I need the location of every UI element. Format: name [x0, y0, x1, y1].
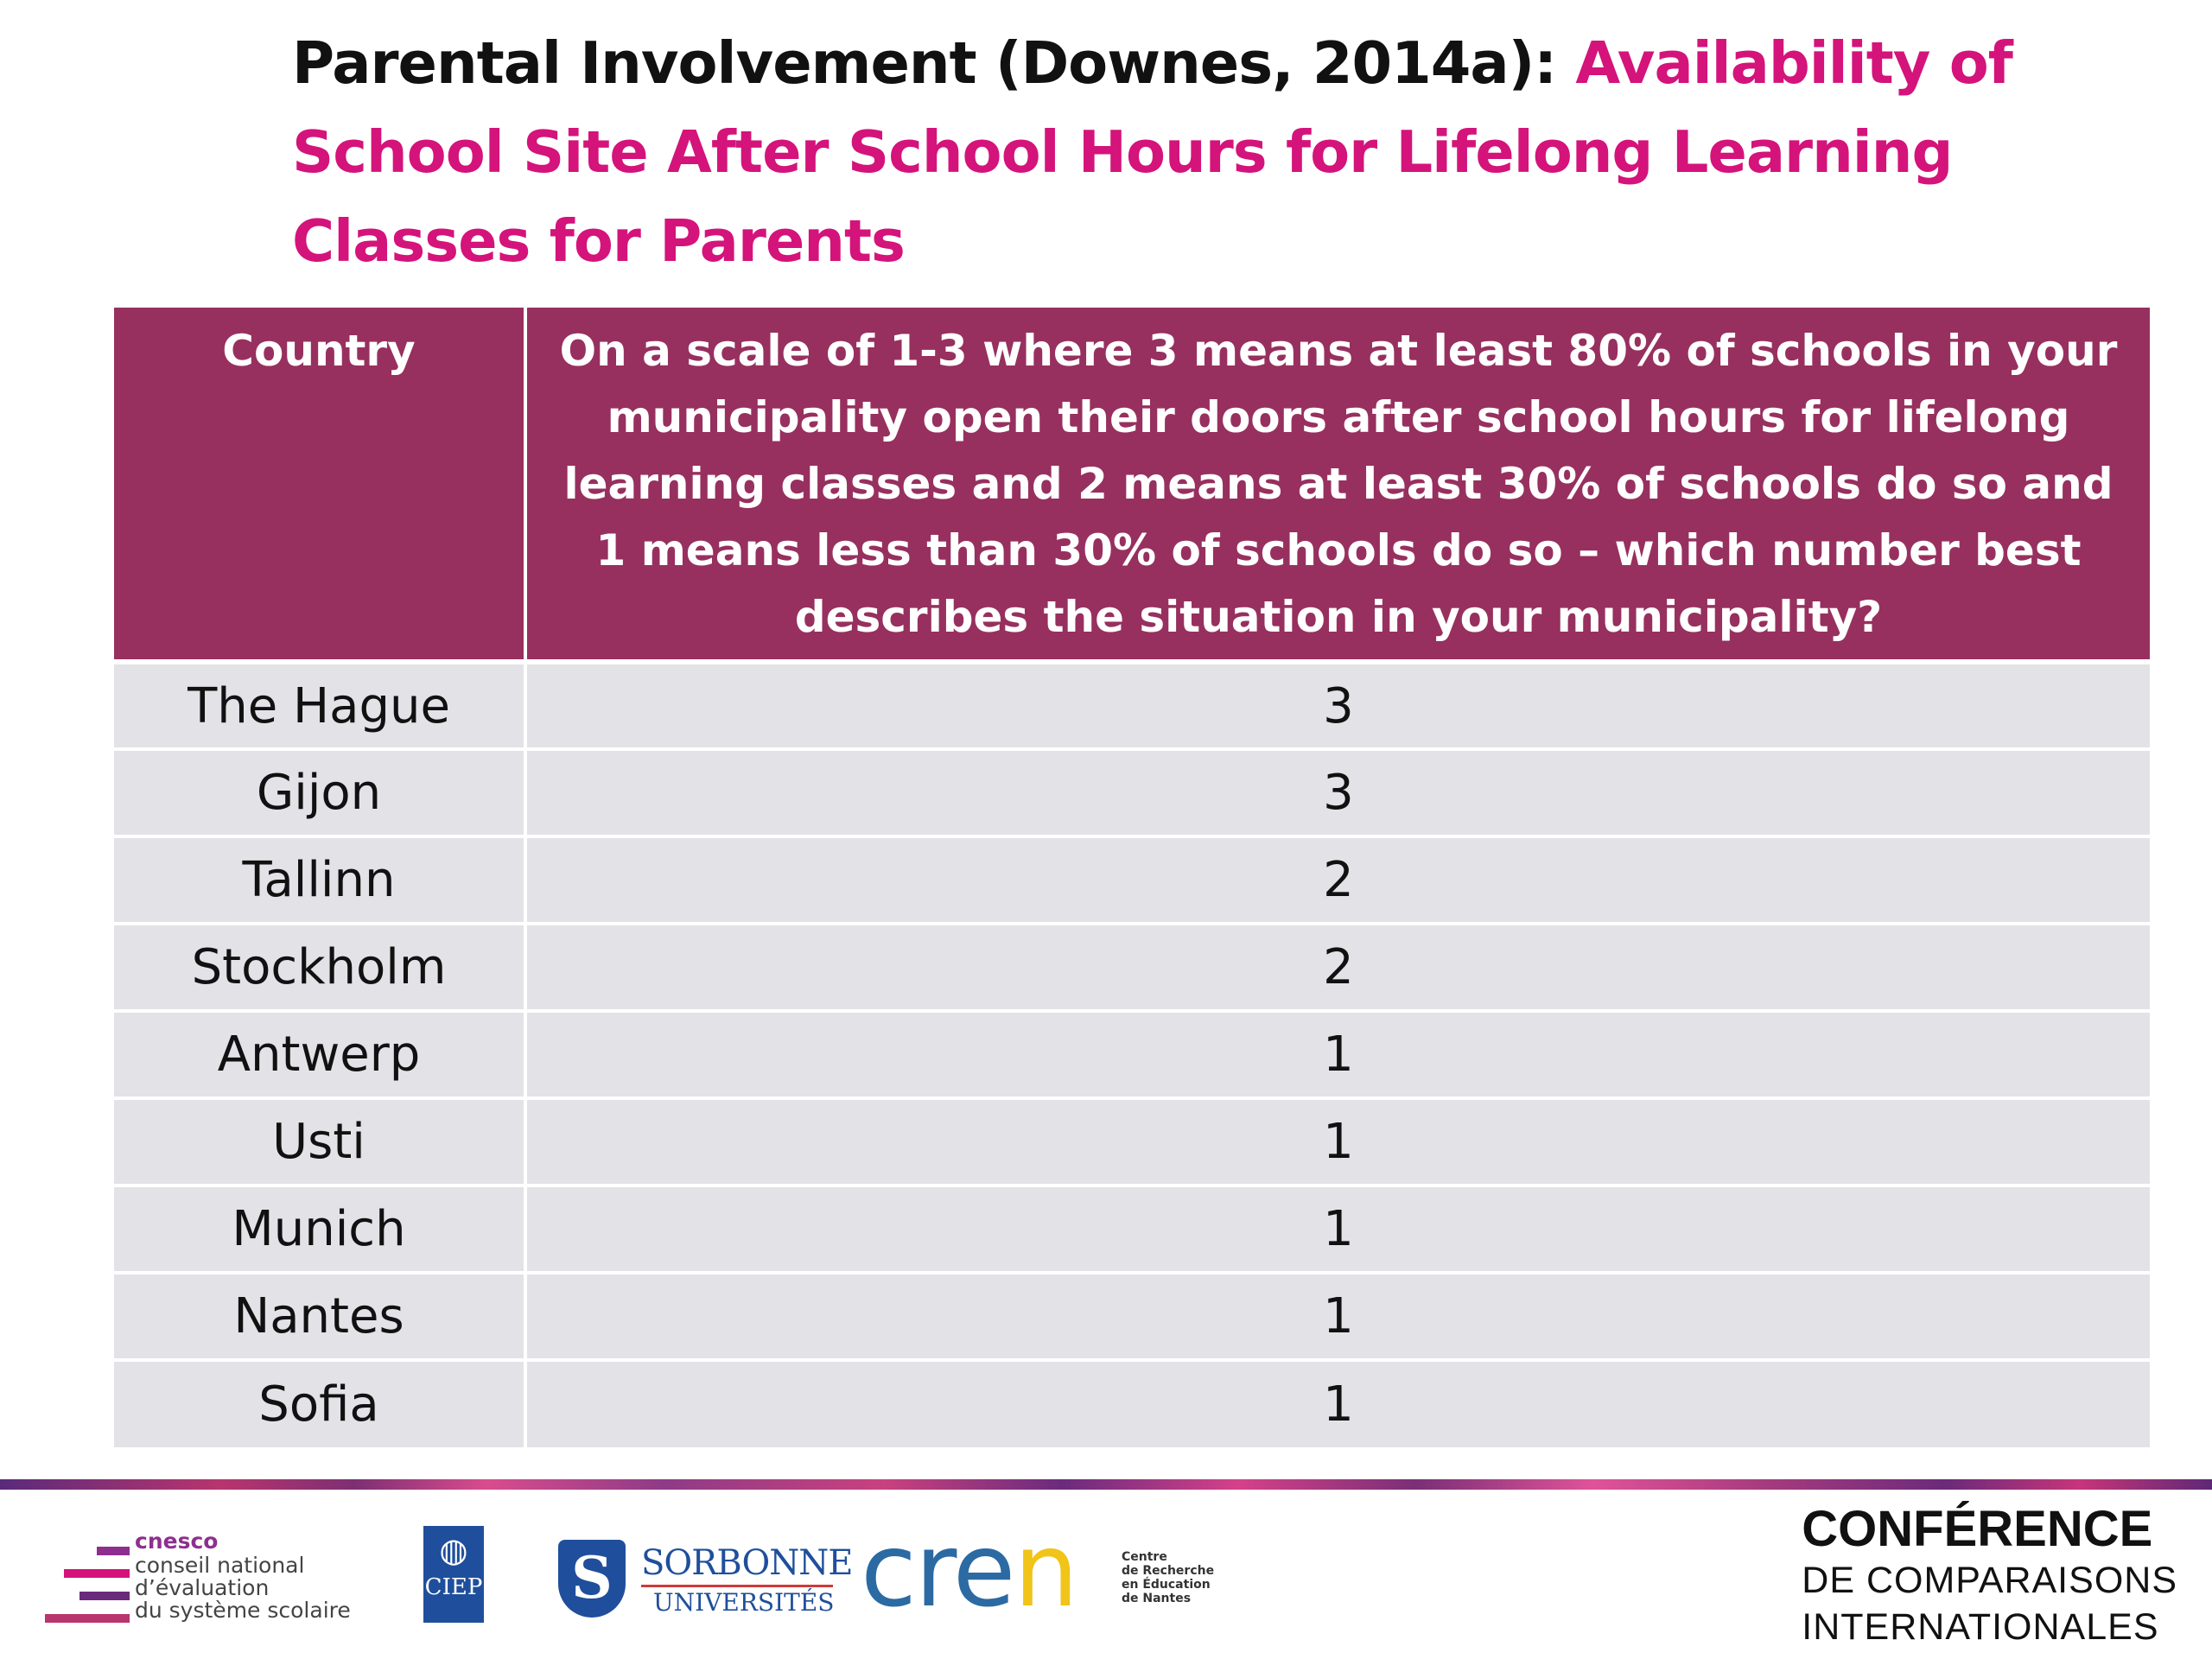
table-row: [114, 1185, 2150, 1273]
cell-value: 1: [525, 1273, 2150, 1360]
cren-caption-line: Centre: [1122, 1550, 1167, 1564]
table-row: [114, 924, 2150, 1011]
logo-bar: [45, 1614, 130, 1623]
cell-country: Stockholm: [114, 924, 525, 1011]
cren-caption-line: de Nantes: [1122, 1592, 1192, 1605]
table-row: [114, 749, 2150, 836]
table-row: [114, 662, 2150, 749]
cnesco-logo: [45, 1529, 408, 1624]
cell-value: 2: [525, 836, 2150, 924]
cell-country: Tallinn: [114, 836, 525, 924]
conference-logo: [1802, 1502, 2177, 1650]
slide-title: [292, 19, 2020, 286]
logo-bar: [64, 1569, 130, 1578]
cell-value: 1: [525, 1185, 2150, 1273]
sorbonne-divider: [641, 1585, 833, 1587]
sorbonne-sub: UNIVERSITÉS: [653, 1588, 835, 1617]
cell-value: 3: [525, 662, 2150, 749]
table-row: [114, 1011, 2150, 1098]
cell-country: Nantes: [114, 1273, 525, 1360]
cell-country: Antwerp: [114, 1011, 525, 1098]
title-accent-line2: School Site After School Hours for Lifelong Learning: [292, 118, 1953, 186]
cnesco-line: d’évaluation: [135, 1575, 270, 1600]
cell-country: Munich: [114, 1185, 525, 1273]
cren-word-start: cre: [861, 1510, 1014, 1630]
sorbonne-logo: [558, 1540, 853, 1626]
cell-value: 1: [525, 1360, 2150, 1447]
cell-value: 3: [525, 749, 2150, 836]
cnesco-name: cnesco: [135, 1529, 219, 1554]
globe-icon: ◍: [439, 1531, 468, 1569]
title-accent-line3: Classes for Parents: [292, 207, 905, 275]
cell-country: The Hague: [114, 662, 525, 749]
logo-bar: [79, 1592, 130, 1600]
cren-word-end: n: [1014, 1510, 1077, 1630]
cren-wordmark: [861, 1510, 1077, 1630]
cell-country: Sofia: [114, 1360, 525, 1447]
cell-value: 2: [525, 924, 2150, 1011]
header-country: Country: [114, 308, 525, 662]
sorbonne-shield-icon: S: [558, 1540, 626, 1618]
sorbonne-name: SORBONNE: [641, 1543, 853, 1583]
table-row: [114, 836, 2150, 924]
cell-country: Usti: [114, 1098, 525, 1185]
cell-country: Gijon: [114, 749, 525, 836]
logo-bar: [97, 1547, 130, 1555]
conference-line1: CONFÉRENCE: [1802, 1501, 2153, 1557]
ciep-logo: [423, 1526, 484, 1623]
results-table: [114, 308, 2150, 1447]
table-header-row: [114, 308, 2150, 662]
ciep-label: CIEP: [424, 1574, 483, 1600]
header-question: On a scale of 1-3 where 3 means at least 80% of schools in your municipality open their doors after school hours for lifelong learning classes and 2 means at least 30% of schools do so and 1 means less than 30% of schools do so – which number best describes the situation in your municipality?: [525, 308, 2150, 662]
cren-logo: [861, 1510, 1224, 1633]
conference-line3: INTERNATIONALES: [1802, 1606, 2159, 1648]
table-row: [114, 1098, 2150, 1185]
footer-logos: [0, 1495, 2212, 1659]
cnesco-line: du système scolaire: [135, 1598, 351, 1623]
title-accent-line1: Availability of: [1575, 29, 2012, 97]
cren-caption: [1122, 1550, 1214, 1605]
cell-value: 1: [525, 1011, 2150, 1098]
cren-caption-line: de Recherche: [1122, 1564, 1215, 1578]
table-row: [114, 1360, 2150, 1447]
cren-caption-line: en Éducation: [1122, 1578, 1211, 1592]
cell-value: 1: [525, 1098, 2150, 1185]
conference-line2: DE COMPARAISONS: [1802, 1560, 2177, 1601]
table-row: [114, 1273, 2150, 1360]
cnesco-line: conseil national: [135, 1553, 305, 1578]
title-black: Parental Involvement (Downes, 2014a):: [292, 29, 1576, 97]
footer-divider-stripe: [0, 1479, 2212, 1490]
